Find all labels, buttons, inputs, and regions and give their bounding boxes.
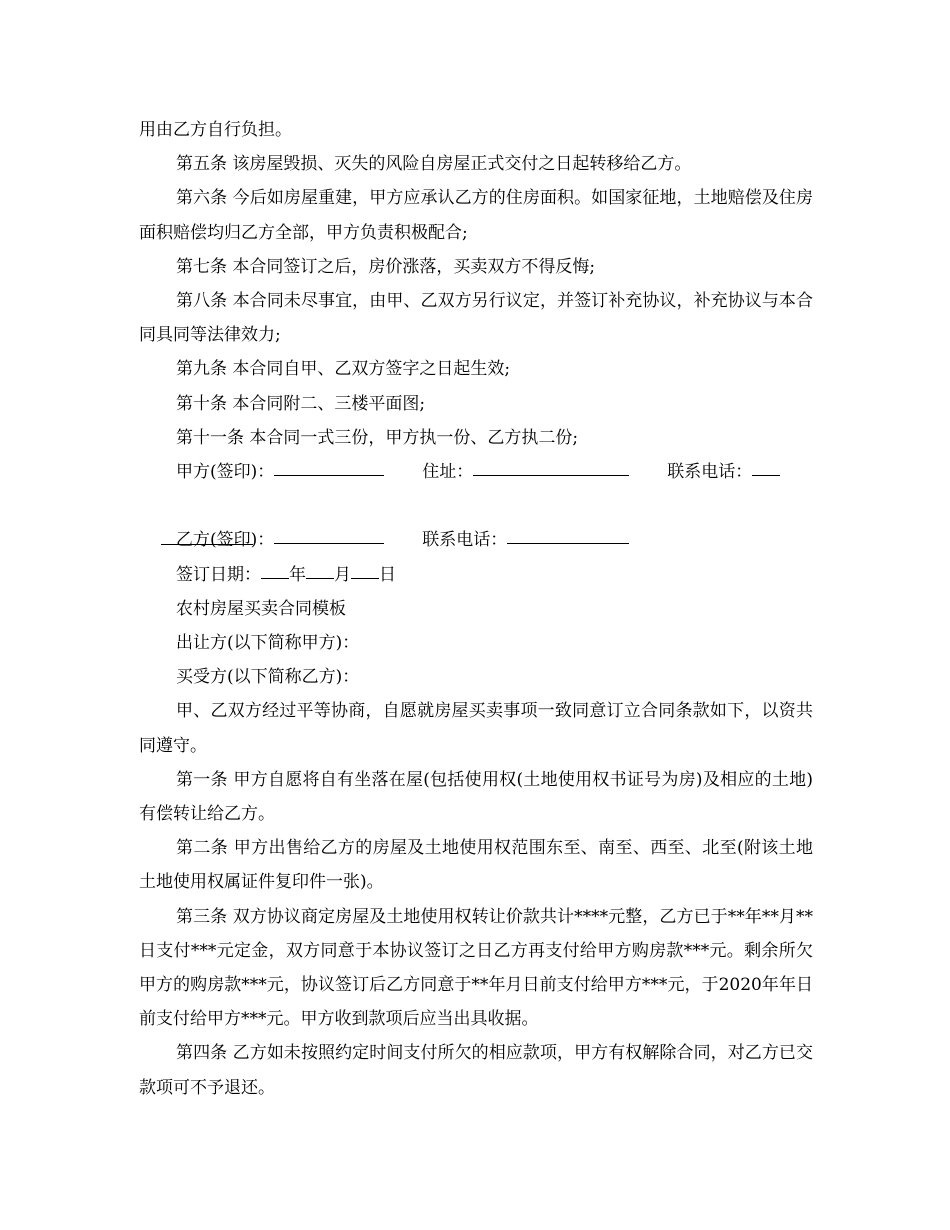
month-blank[interactable] (306, 558, 334, 579)
address-blank[interactable] (473, 455, 629, 476)
article-4: 第四条 乙方如未按照约定时间支付所欠的相应款项，甲方有权解除合同，对乙方已交款项可不予退还。 (139, 1043, 813, 1098)
article-2: 第二条 甲方出售给乙方的房屋及土地使用权范围东至、南至、西至、北至(附该土地土地使用权属证件复印件一张)。 (139, 838, 813, 893)
day-label: 日 (379, 564, 396, 585)
seller-line: 出让方(以下简称甲方)： (176, 632, 360, 653)
day-blank[interactable] (351, 558, 379, 579)
year-label: 年 (289, 564, 306, 585)
party-b-phone-blank[interactable] (507, 523, 629, 544)
clause-5: 第五条 该房屋毁损、灭失的风险自房屋正式交付之日起转移给乙方。 (176, 154, 692, 175)
party-b-signature-row (139, 523, 813, 557)
clause-10: 第十条 本合同附二、三楼平面图; (176, 393, 426, 414)
party-a-phone-blank[interactable] (752, 455, 780, 476)
contract-page (139, 113, 813, 1105)
buyer-line: 买受方(以下简称乙方)： (176, 667, 360, 688)
party-b-phone-label: 联系电话： (422, 530, 508, 551)
clause-9: 第九条 本合同自甲、乙双方签字之日起生效; (176, 359, 511, 380)
address-label: 住址： (422, 462, 474, 483)
clause-8: 第八条 本合同未尽事宜，由甲、乙双方另行议定，并签订补充协议，补充协议与本合同具同等法律效力; (139, 291, 813, 346)
clause-continuation: 用由乙方自行负担。 (139, 120, 292, 140)
party-a-phone-blank-continued (139, 489, 813, 523)
clause-7: 第七条 本合同签订之后，房价涨落，买卖双方不得反悔; (176, 256, 596, 277)
party-a-label: 甲方(签印)： (176, 462, 275, 483)
date-label: 签订日期： (176, 564, 261, 585)
party-b-label: 乙方(签印)： (176, 530, 275, 551)
month-label: 月 (334, 564, 351, 585)
party-a-phone-label: 联系电话： (667, 462, 753, 483)
party-b-signature-blank[interactable] (274, 523, 384, 544)
clause-6: 第六条 今后如房屋重建，甲方应承认乙方的住房面积。如国家征地，土地赔偿及住房面积赔偿均归乙方全部，甲方负责积极配合; (139, 188, 813, 243)
signing-date-row (139, 558, 813, 592)
party-a-signature-row (139, 455, 813, 489)
clause-11: 第十一条 本合同一式三份，甲方执一份、乙方执二份; (176, 427, 579, 448)
preamble: 甲、乙双方经过平等协商，自愿就房屋买卖事项一致同意订立合同条款如下，以资共同遵守。 (139, 701, 813, 756)
article-3: 第三条 双方协议商定房屋及土地使用权转让价款共计****元整，乙方已于**年**月**日支付***元定金，双方同意于本协议签订之日乙方再支付给甲方购房款***元。剩余所欠甲方的购房款***元，协议签订后乙方同意于**年月日前支付给甲方***元，于2020年年日前支付给甲方***元。甲方收到款项后应当出具收据。 (139, 906, 813, 1030)
party-a-signature-blank[interactable] (274, 455, 384, 476)
template-title: 农村房屋买卖合同模板 (176, 598, 346, 619)
year-blank[interactable] (261, 558, 289, 579)
article-1: 第一条 甲方自愿将自有坐落在屋(包括使用权(土地使用权书证号为房)及相应的土地)有偿转让给乙方。 (139, 769, 813, 824)
